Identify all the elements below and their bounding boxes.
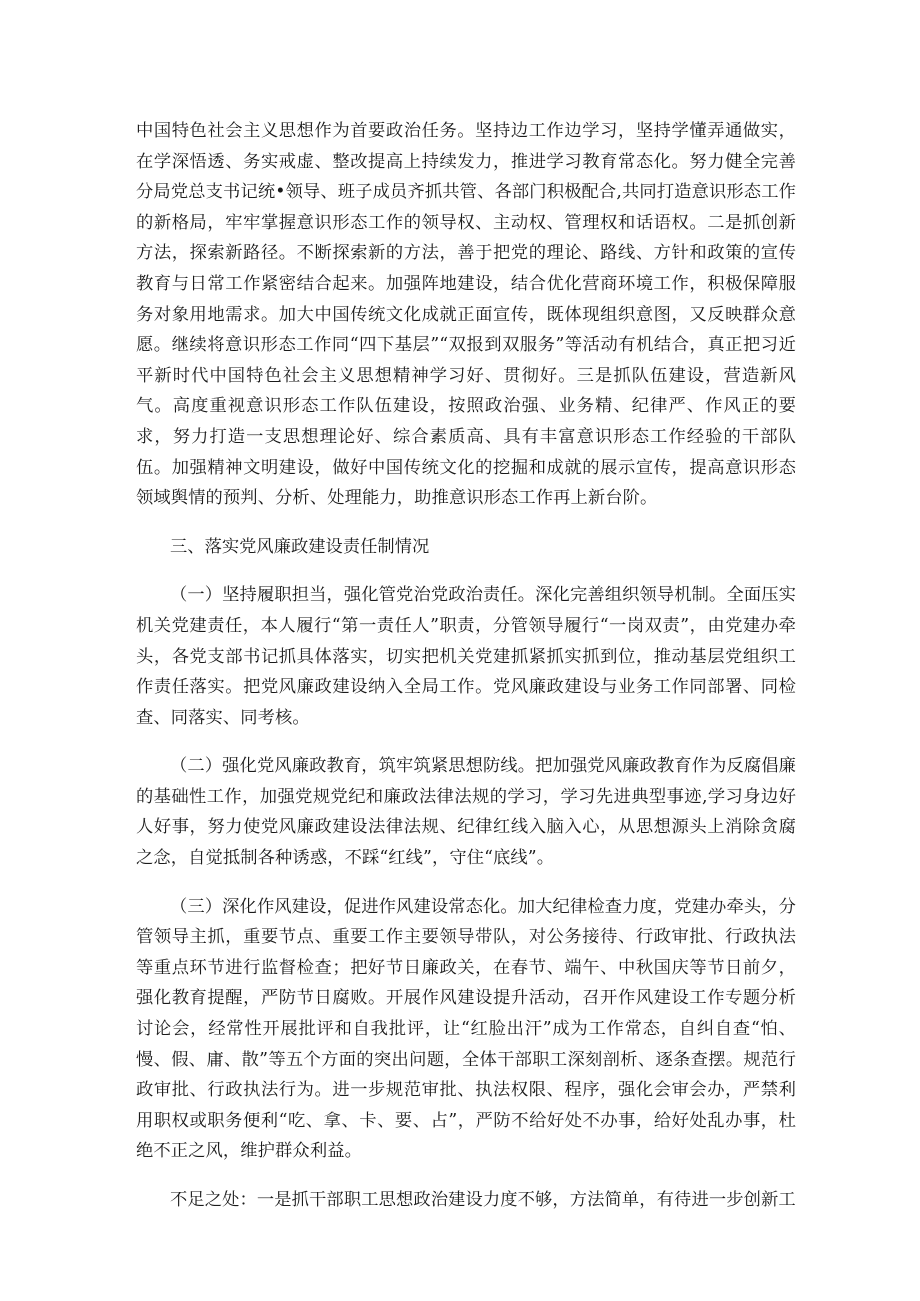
- body-paragraph-responsibility: （一）坚持履职担当，强化管党治党政治责任。深化完善组织领导机制。全面压实机关党建责任，本人履行“第一责任人”职责，分管领导履行“一岗双责”，由党建办牵头，各党支部书记抓具体落实，切实把机关党建抓紧抓实抓到位，推动基层党组织工作责任落实。把党风廉政建设纳入全局工作。党风廉政建设与业务工作同部署、同检查、同落实、同考核。: [136, 585, 796, 728]
- section-heading-party-conduct: 三、落实党风廉政建设责任制情况: [170, 536, 430, 557]
- body-paragraph-education: （二）强化党风廉政教育，筑牢筑紧思想防线。把加强党风廉政教育作为反腐倡廉的基础性工作，加强党规党纪和廉政法律法规的学习，学习先进典型事迹,学习身边好人好事，努力使党风廉政建设法律法规、纪律红线入脑入心，从思想源头上消除贪腐之念，自觉抵制各种诱惑，不踩“红线”，守住“底线”。: [136, 756, 796, 869]
- document-page: [136, 116, 796, 1234]
- body-paragraph-work-style: （三）深化作风建设，促进作风建设常态化。加大纪律检查力度，党建办牵头，分管领导主抓，重要节点、重要工作主要领导带队，对公务接待、行政审批、行政执法等重点环节进行监督检查；把好节日廉政关，在春节、端午、中秋国庆等节日前夕，强化教育提醒，严防节日腐败。开展作风建设提升活动，召开作风建设工作专题分析讨论会，经常性开展批评和自我批评，让“红脸出汗”成为工作常态，自纠自查“怕、慢、假、庸、散”等五个方面的突出问题，全体干部职工深刻剖析、逐条查摆。规范行政审批、行政执法行为。进一步规范审批、执法权限、程序，强化会审会办，严禁利用职权或职务便利“吃、拿、卡、要、占”，严防不给好处不办事，给好处乱办事，杜绝不正之风，维护群众利益。: [136, 896, 796, 1162]
- body-paragraph-ideology-work: 中国特色社会主义思想作为首要政治任务。坚持边工作边学习，坚持学懂弄通做实，在学深悟透、务实戒虚、整改提高上持续发力，推进学习教育常态化。努力健全完善分局党总支书记统•领导、班子成员齐抓共管、各部门积极配合,共同打造意识形态工作的新格局，牢牢掌握意识形态工作的领导权、主动权、管理权和话语权。二是抓创新方法，探索新路径。不断探索新的方法，善于把党的理论、路线、方针和政策的宣传教育与日常工作紧密结合起来。加强阵地建设，结合优化营商环境工作，积极保障服务对象用地需求。加大中国传统文化成就正面宣传，既体现组织意图，又反映群众意愿。继续将意识形态工作同“四下基层”“双报到双服务”等活动有机结合，真正把习近平新时代中国特色社会主义思想精神学习好、贯彻好。三是抓队伍建设，营造新风气。高度重视意识形态工作队伍建设，按照政治强、业务精、纪律严、作风正的要求，努力打造一支思想理论好、综合素质高、具有丰富意识形态工作经验的干部队伍。加强精神文明建设，做好中国传统文化的挖掘和成就的展示宣传，提高意识形态领域舆情的预判、分析、处理能力，助推意识形态工作再上新台阶。: [136, 121, 796, 509]
- body-paragraph-shortcomings: 不足之处：一是抓干部职工思想政治建设力度不够，方法简单，有待进一步创新工: [170, 1190, 796, 1210]
